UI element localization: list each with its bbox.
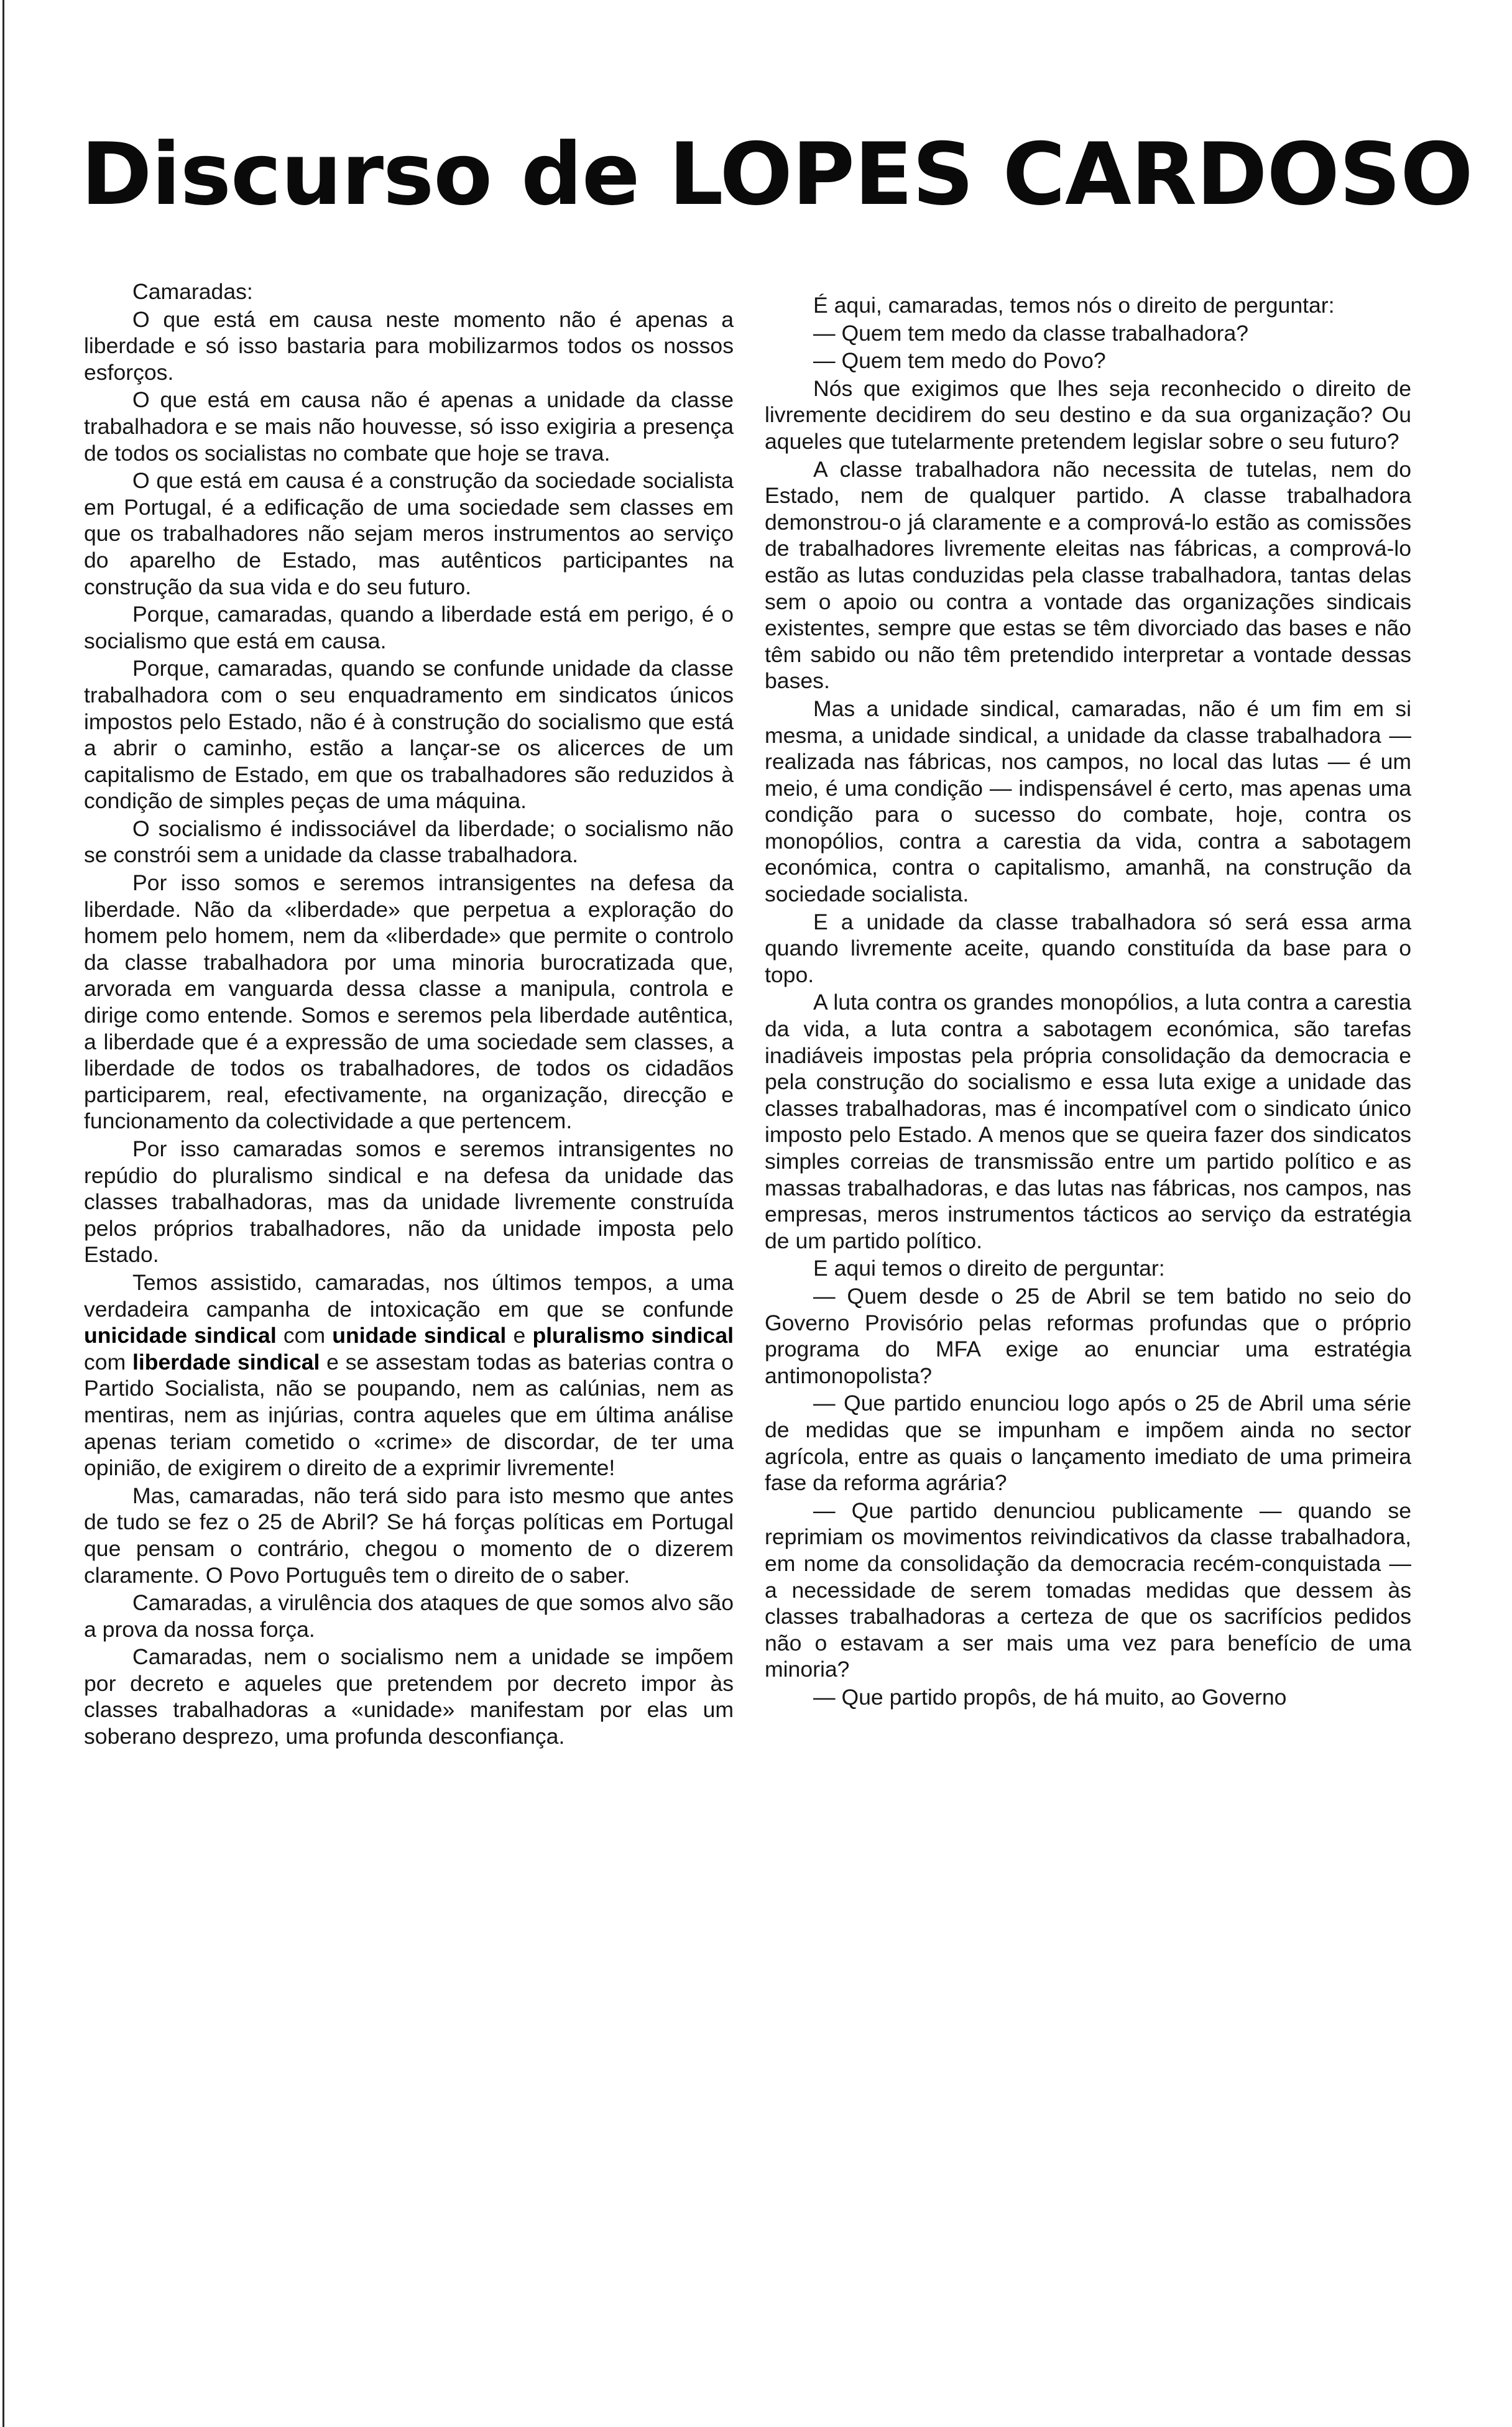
text-run: Temos assistido, camaradas, nos últimos tempos, a uma verdadeira campanha de intoxicação em que se confunde xyxy=(84,1269,734,1322)
text-run: e xyxy=(506,1323,533,1348)
bold-term: unicidade sindical xyxy=(84,1323,277,1348)
paragraph-intoxication xyxy=(84,1269,734,1481)
paragraph: E aqui temos o direito de perguntar: xyxy=(813,1256,1165,1281)
paragraph: Por isso somos e seremos intransigentes na defesa da liberdade. Não da «liberdade» que perpetua a exploração do homem pelo homem, nem da «liberdade» que permite o controlo da classe trabalhadora por uma minoria burocratizada que, arvorada em vanguarda dessa classe a manipula, controla e dirige como entende. Somos e seremos pela liberdade autêntica, a liberdade que é a expressão de uma sociedade sem classes, a liberdade de todos os trabalhadores, de todos os cidadãos participarem, real, efectivamente, na organização, direcção e funcionamento da colectividade a que pertencem. xyxy=(84,870,734,1134)
paragraph: Mas, camaradas, não terá sido para isto mesmo que antes de tudo se fez o 25 de Abril? Se há forças políticas em Portugal que pensam o contrário, chegou o momento de o dizerem claramente. O Povo Português tem o direito de o saber. xyxy=(84,1483,734,1588)
text-run: com xyxy=(84,1349,132,1375)
article-title: Discurso de LOPES CARDOSO xyxy=(81,124,1473,224)
paragraph: O que está em causa é a construção da sociedade socialista em Portugal, é a edificação de uma sociedade sem classes em que os trabalhadores não sejam meros instrumentos ao serviço do aparelho de Estado, mas autênticos participantes na construção da sua vida e do seu futuro. xyxy=(84,468,734,599)
paragraph: O que está em causa não é apenas a unidade da classe trabalhadora e se mais não houvesse, só isso exigiria a presença de todos os socialistas no combate que hoje se trava. xyxy=(84,387,734,466)
question: — Que partido denunciou publicamente — quando se reprimiam os movimentos reivindicativos da classe trabalhadora, em nome da consolidação da democracia recém-conquistada — a necessidade de serem tomadas medidas que dessem às classes trabalhadoras a certeza de que os sacrifícios pedidos não o estavam a ser mais uma vez para benefício de uma minoria? xyxy=(765,1498,1411,1682)
paragraph: Nós que exigimos que lhes seja reconhecido o direito de livremente decidirem do seu destino e da sua organização? Ou aqueles que tutelarmente pretendem legislar sobre o seu futuro? xyxy=(765,375,1411,454)
paragraph: E a unidade da classe trabalhadora só será essa arma quando livremente aceite, quando constituída da base para o topo. xyxy=(765,909,1411,987)
paragraph: A classe trabalhadora não necessita de tutelas, nem do Estado, nem de qualquer partido. A classe trabalhadora demonstrou-o já claramente e a comprová-lo estão as comissões de trabalhadores livremente eleitas nas fábricas, a comprová-lo estão as lutas conduzidas pela classe trabalhadora, tantas delas sem o apoio ou contra a vontade das organizações sindicais existentes, sempre que estas se têm divorciado das bases e não têm sabido ou não têm pretendido interpretar a vontade dessas bases. xyxy=(765,456,1411,694)
question: — Quem tem medo do Povo? xyxy=(813,348,1106,374)
text-run: com xyxy=(276,1323,333,1348)
page-edge-rule xyxy=(2,0,4,2427)
paragraph: Camaradas: xyxy=(132,279,253,304)
paragraph: Mas a unidade sindical, camaradas, não é um fim em si mesma, a unidade sindical, a unidade da classe trabalhadora — realizada nas fábricas, nos campos, no local das lutas — é um meio, é uma condição — indispensável é certo, mas apenas uma condição para o sucesso do combate, hoje, contra os monopólios, contra a carestia da vida, contra a sabotagem económica, contra o capitalismo, amanhã, na construção da sociedade socialista. xyxy=(765,696,1411,907)
text-run: e se assestam todas as baterias contra o Partido Socialista, não se poupando, nem as calúnias, nem as mentiras, nem as injúrias, contra aqueles que em última análise apenas teriam cometido o «crime» de discordar, de ter uma opinião, de exigirem o direito de a exprimir livremente! xyxy=(84,1349,734,1481)
paragraph: A luta contra os grandes monopólios, a luta contra a carestia da vida, a luta contra a sabotagem económica, são tarefas inadiáveis impostas pela própria consolidação da democracia e pela construção do socialismo e essa luta exige a unidade das classes trabalhadoras, mas é incompatível com o sindicato único imposto pelo Estado. A menos que se queira fazer dos sindicatos simples correias de transmissão entre um partido político e as massas trabalhadoras, e das lutas nas fábricas, nos campos, nas empresas, meros instrumentos tácticos ao serviço da estratégia de um partido político. xyxy=(765,990,1411,1253)
bold-term: liberdade sindical xyxy=(132,1349,320,1375)
paragraph: O que está em causa neste momento não é apenas a liberdade e só isso bastaria para mobilizarmos todos os nossos esforços. xyxy=(84,306,734,385)
right-column xyxy=(765,292,1411,1711)
paragraph: É aqui, camaradas, temos nós o direito de perguntar: xyxy=(813,293,1335,318)
paragraph: Por isso camaradas somos e seremos intransigentes no repúdio do pluralismo sindical e na defesa da unidade das classes trabalhadoras, mas da unidade livremente construída pelos próprios trabalhadores, não da unidade imposta pelo Estado. xyxy=(84,1136,734,1268)
question: — Que partido propôs, de há muito, ao Governo xyxy=(813,1684,1287,1710)
bold-term: pluralismo sindical xyxy=(532,1323,734,1348)
question: — Que partido enunciou logo após o 25 de Abril uma série de medidas que se impunham e impõem ainda no sector agrícola, entre as quais o lançamento imediato de uma primeira fase da reforma agrária? xyxy=(765,1391,1411,1496)
question: — Quem desde o 25 de Abril se tem batido no seio do Governo Provisório pelas reformas profundas que o próprio programa do MFA exige ao enunciar uma estratégia antimonopolista? xyxy=(765,1283,1411,1388)
paragraph: O socialismo é indissociável da liberdade; o socialismo não se constrói sem a unidade da classe trabalhadora. xyxy=(84,816,734,868)
bold-term: unidade sindical xyxy=(332,1323,507,1348)
question: — Quem tem medo da classe trabalhadora? xyxy=(813,320,1249,346)
paragraph: Camaradas, nem o socialismo nem a unidade se impõem por decreto e aqueles que pretendem por decreto impor às classes trabalhadoras a «unidade» manifestam por elas um soberano desprezo, uma profunda desconfiança. xyxy=(84,1644,734,1749)
paragraph: Porque, camaradas, quando se confunde unidade da classe trabalhadora com o seu enquadramento em sindicatos únicos impostos pelo Estado, não é à construção do socialismo que está a abrir o caminho, estão a lançar-se os alicerces de um capitalismo de Estado, em que os trabalhadores são reduzidos à condição de simples peças de uma máquina. xyxy=(84,656,734,814)
paragraph: Porque, camaradas, quando a liberdade está em perigo, é o socialismo que está em causa. xyxy=(84,602,734,653)
paragraph: Camaradas, a virulência dos ataques de que somos alvo são a prova da nossa força. xyxy=(84,1590,734,1642)
left-column xyxy=(84,279,734,1751)
